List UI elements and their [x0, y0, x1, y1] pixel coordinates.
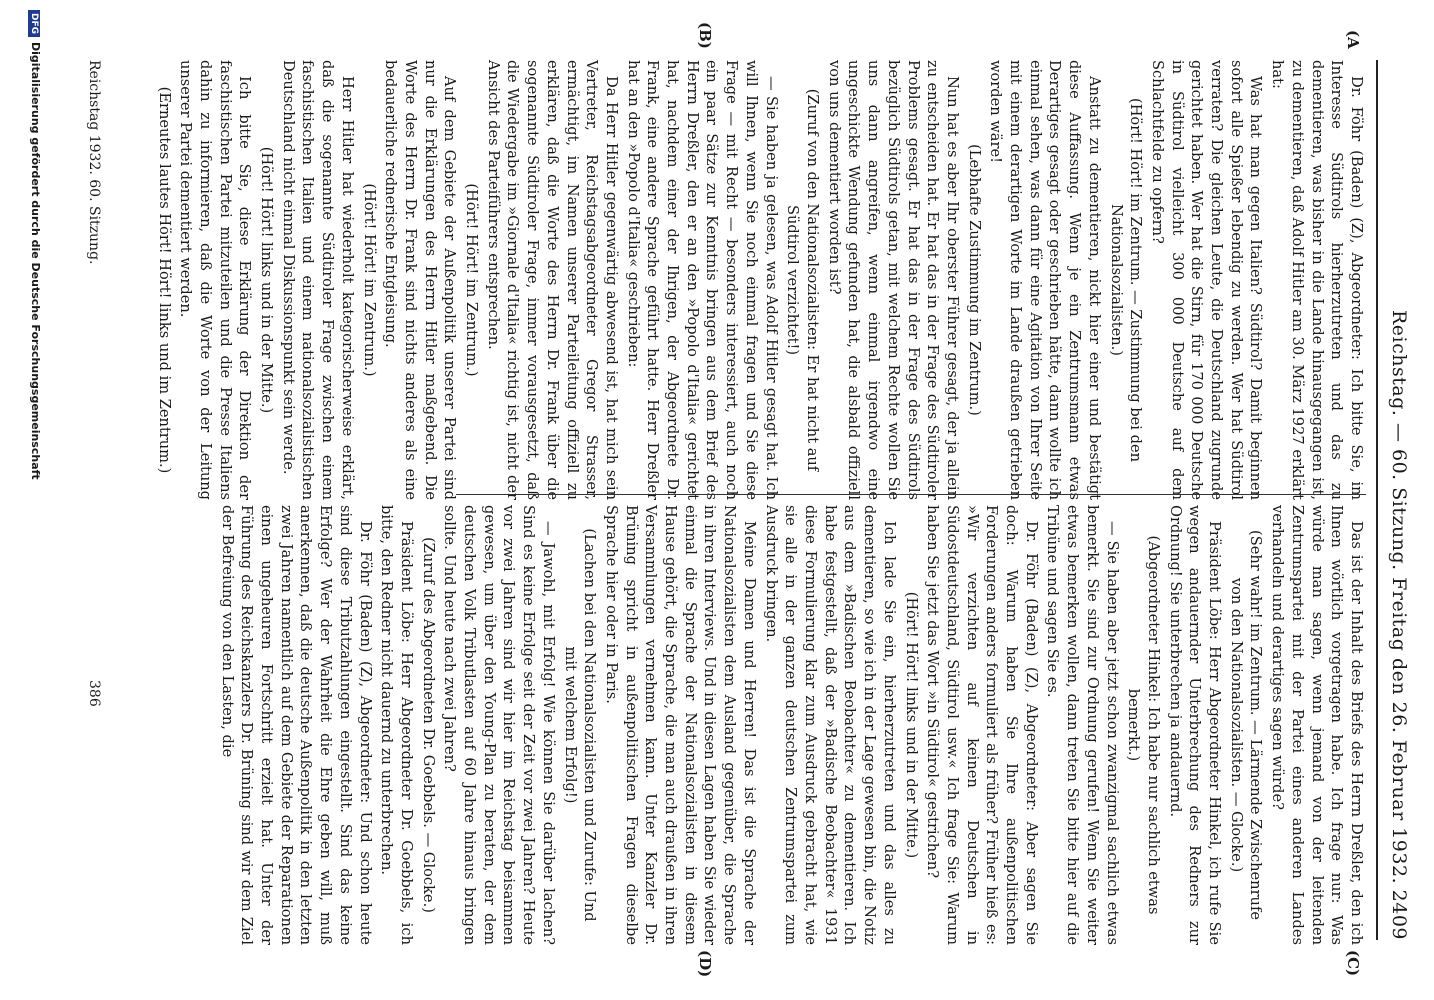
paragraph: Präsident Löbe: Herr Abgeordneter Dr. Goebbels, ich bitte, den Redner nicht dauernd zu unterbrechen.	[378, 505, 415, 945]
interjection: (Hört! Hört! im Zentrum.)	[463, 183, 481, 377]
interjection: (Sehr wahr! im Zentrum. — Lärmende Zwischenrufe von den Nationalsozialisten. — Glocke.)	[1227, 530, 1265, 920]
paragraph: Nun hat es aber Ihr oberster Führer gesagt, der ja allein zu entscheiden hat. Er hat das in der Frage des Südtiroler Problems gesagt. Er hat das in der Frage des Südtirols bezüglich Südtirols getan, mit welchem Rechte wollen Sie uns dann angreifen, wenn einmal irgendwo eine ungeschickte Wendung gefunden hat, die alsbald offiziell von uns dementiert worden ist?	[825, 60, 961, 500]
margin-marker-c: (C)	[1344, 950, 1362, 977]
quote-paragraph: Auf dem Gebiete der Außenpolitik unserer Partei sind nur die Erklärungen des Herrn Hitler maßgebend. Die Worte des Herrn Dr. Frank sind nichts anderes als eine bedauerliche rednerische Entgleisung.	[382, 60, 459, 500]
column-divider	[456, 494, 1366, 495]
paragraph: Dr. Föhr (Baden) (Z), Abgeordneter: Ich bitte Sie, im Interesse Südtirols hierherzutreten und das zu dementieren, was bisher in die Lande hinausgegangen ist, zu dementieren, daß Adolf Hitler am 30. März 1927 erklärt hat:	[1269, 60, 1365, 500]
quote-paragraph: Da Herr Hitler gegenwärtig abwesend ist, hat mich sein Vertreter, Reichstagsabgeordneter Gregor Strasser, ermächtigt, im Namen unserer Parteileitung offiziell zu erklären, daß die Worte des Herrn Dr. Frank über die sogenannte Südtiroler Frage, immer vorausgesetzt, daß die Wiedergabe im »Giornale d'Italia« richtig ist, nicht der Ansicht des Parteiführers entsprechen.	[484, 60, 620, 500]
paragraph: Anstatt zu dementieren, nickt hier einer und bestätigt diese Auffassung. Wenn je ein Zentrumsmann etwas Derartiges gesagt oder geschrieben hätte, dann wollte ich einmal sehen, was dann für eine Agitation von Ihrer Seite mit einem derartigen Worte im Lande draußen getrieben worden wäre!	[987, 60, 1103, 500]
interjection: (Hört! Hört! im Zentrum.)	[360, 183, 378, 377]
interjection: (Zuruf von den Nationalsozialisten: Er hat nicht auf Südtirol verzichtet!)	[784, 88, 822, 472]
quote-paragraph: Herr Hitler hat wiederholt kategorischerweise erklärt, daß die sogenannte Südtiroler Frage zwischen einem faschistischen Italien und einem nationalsozialistischen Deutschland nicht einmal Diskussionspunkt sein werde.	[279, 60, 356, 500]
paragraph: Das ist der Inhalt des Briefs des Herrn Dreßler, den ich Ihnen wörtlich vorgetragen habe. Ich frage nur: Was würde man sagen, wenn jemand von der leitenden Zentrumspartei mit der Partei eines anderen Landes verhandeln und derartiges sagen würde?	[1269, 505, 1365, 945]
interjection: (Erneutes lautes Hört! Hört! links und im Zentrum.)	[155, 86, 173, 474]
right-text-column	[215, 505, 1366, 945]
margin-marker-a: (A	[1344, 30, 1362, 49]
header-rule	[1376, 60, 1378, 940]
digitization-credit-text: Digitalisierung gefördert durch die Deutsche Forschungsgemeinschaft	[29, 42, 42, 480]
paragraph: Meine Damen und Herren! Das ist die Sprache der Nationalsozialisten dem Ausland gegenüber, die Sprache in ihren Interviews. Und in diesen Lagen haben Sie wieder einmal die Sprache der Nationalsozialisten in diesem Hause gehört, die Sprache, die man auch draußen in ihren Versammlungen vernehmen kann. Unter Kanzler Dr. Brüning spricht in außenpolitischen Fragen dieselbe Sprache hier oder in Paris.	[602, 505, 758, 945]
paragraph: Dr. Föhr (Baden) (Z), Abgeordneter: Und schon heute sind diese Tributzahlungen eingestellt. Sind das keine Erfolge? Wer der Wahrheit die Ehre geben will, muß anerkennen, daß die deutsche Außenpolitik in den letzten zwei Jahren namentlich auf dem Gebiete der Reparationen einen ungeheuren Fortschritt erzielt hat. Unter der Führung des Reichskanzlers Dr. Brüning sind wir dem Ziel der Befreiung von den Lasten, die	[218, 505, 374, 945]
interjection: (Hört! Hört! im Zentrum. — Zustimmung bei den Nationalsozialisten.)	[1107, 98, 1145, 462]
quote-paragraph: Was hat man gegen Italien? Südtirol? Damit beginnen sofort alle Spießer lebendig zu werden. Wer hat Südtirol verraten? Die gleichen Leute, die Deutschland zugrunde gerichtet haben. Wer hat die Stirn, für 170 000 Deutsche in Südtirol vielleicht 300 000 Deutsche auf dem Schlachtfelde zu opfern?	[1148, 60, 1265, 500]
interjection: (Lachen bei den Nationalsozialisten und Zurufe: Und mit welchem Erfolg!)	[561, 528, 599, 922]
interjection: (Lebhafte Zustimmung im Zentrum.)	[965, 144, 983, 416]
digitization-credit	[28, 10, 42, 480]
interjection: (Abgeordneter Hinkel: Ich habe nur sachlich etwas bemerkt.)	[1125, 535, 1162, 915]
interjection: (Hört! Hört! links und in der Mitte.)	[902, 591, 920, 859]
footer-session: Reichstag 1932. 60. Sitzung.	[86, 60, 102, 265]
paragraph: Dr. Föhr (Baden) (Z), Abgeordneter: Aber sagen Sie doch: Warum haben Sie Ihre außenpolitischen Forderungen anders formuliert als früher? Früher hieß es: »Wir verzichten auf keinen Deutschen in Südostdeutschland, Südtirol usw.« Ich frage Sie: Warum haben Sie jetzt das Wort »in Südtirol« gestrichen?	[924, 505, 1040, 945]
quote-paragraph: Ich bitte Sie, diese Erklärung der Direktion der faschistischen Partei mitzuteilen und die Presse Italiens dahin zu informieren, daß die Worte von der Leitung unserer Partei dementiert werden.	[177, 60, 254, 500]
footer-number: 386	[86, 680, 102, 707]
paragraph: Präsident Löbe: Herr Abgeordneter Hinkel, ich rufe Sie wegen andauernder Unterbrechung des Redners zur Ordnung! Sie unterbrechen ja andauernd.	[1166, 505, 1224, 945]
margin-marker-d: (D)	[696, 950, 714, 978]
page-header	[1376, 60, 1416, 940]
paragraph: — Jawohl, mit Erfolg! Wie können Sie darüber lachen? Sind es keine Erfolge seit der Zeit vor zwei Jahren? Heute vor zwei Jahren sind wir hier im Reichstag beisammen gewesen, um über den Young-Plan zu beraten, der dem deutschen Volk Tributlasten auf 60 Jahre hinaus bringen sollte. Und heute nach zwei Jahren?	[441, 505, 557, 945]
paragraph: Ich lade Sie ein, hierherzutreten und das alles zu dementieren, so wie ich in der Lage gewesen bin, die Notiz aus dem »Badischen Beobachter« zu dementieren. Ich habe festgestellt, daß der »Badische Beobachter« 1931 diese Formulierung klar zum Ausdruck gebracht hat, wie sie alle in der ganzen deutschen Zentrumspartei zum Ausdruck bringen.	[762, 505, 898, 945]
paragraph: — Sie haben ja gelesen, was Adolf Hitler gesagt hat. Ich will Ihnen, wenn Sie noch einmal fragen und Sie diese Frage — mit Recht — besonders interessiert, auch noch ein paar Sätze zur Kenntnis bringen aus dem Brief des Herrn Dreßler, den er an den »Popolo d'Italia« gerichtet hat, nachdem einer der Ihrigen, der Abgeordnete Dr. Frank, eine andere Sprache geführt hatte. Herr Dreßler hat an den »Popolo d'Italia« geschrieben:	[624, 60, 780, 500]
interjection: (Hört! Hört! links und in der Mitte.)	[258, 146, 276, 414]
margin-marker-b: (B)	[696, 22, 714, 49]
header-title: Reichstag. — 60. Sitzung. Freitag den 26. Februar 1932.	[1388, 310, 1410, 885]
dfg-logo-icon: DFG	[28, 10, 40, 37]
left-text-column	[152, 60, 1366, 500]
header-page-number: 2409	[1388, 889, 1410, 940]
paragraph: — Sie haben aber jetzt schon zwanzigmal sachlich etwas bemerkt. Sie sind zur Ordnung gerufen! Wenn Sie weiter etwas bemerken wollen, dann treten Sie bitte hier auf die Tribüne und sagen Sie es.	[1044, 505, 1121, 945]
interjection: (Zuruf des Abgeordneten Dr. Goebbels. — Glocke.)	[419, 537, 437, 913]
